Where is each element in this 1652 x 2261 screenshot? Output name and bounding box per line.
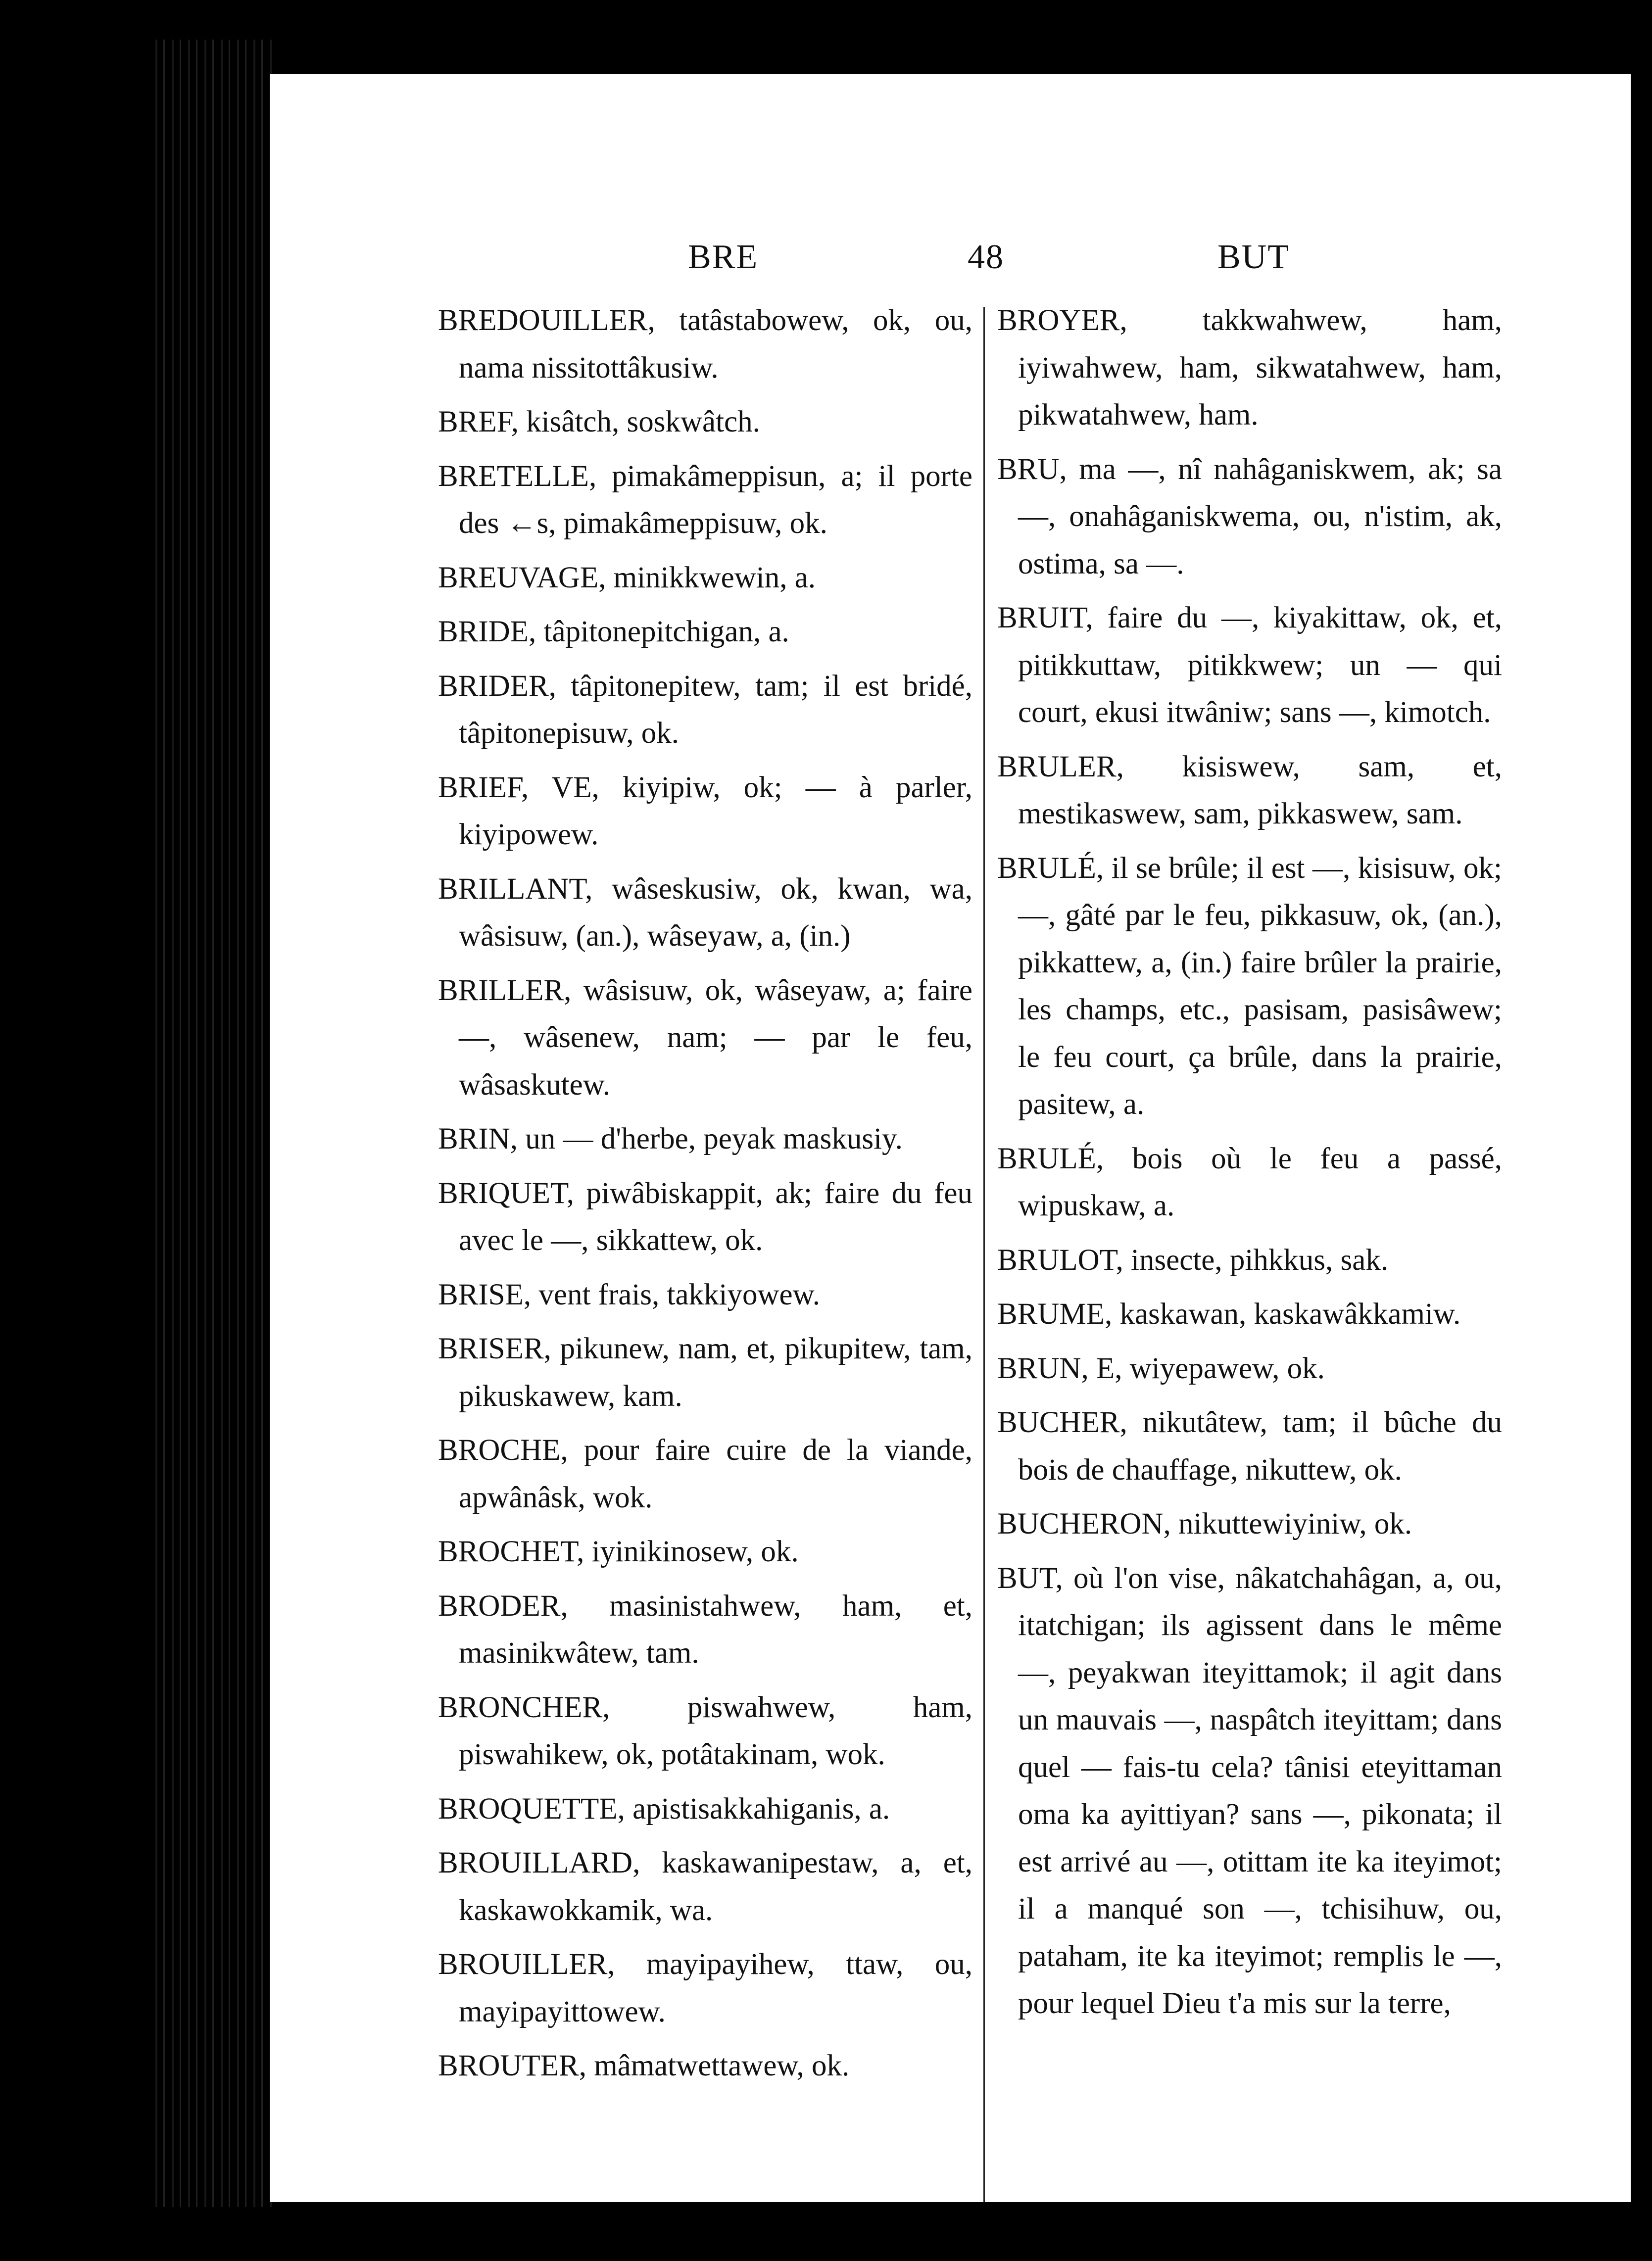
entry-definition: , kisiswew, sam, et, mestikaswew, sam, pikkaswew, sam.	[1018, 750, 1502, 830]
dictionary-entry	[997, 1500, 1502, 1548]
entry-headword: BROCHE	[438, 1434, 561, 1467]
entry-headword: BROUTER	[438, 2049, 579, 2082]
dictionary-entry	[438, 554, 972, 602]
entry-definition: , pour faire cuire de la viande, apwânâsk, wok.	[459, 1434, 972, 1514]
dictionary-entry	[997, 297, 1502, 439]
dictionary-entry	[438, 1115, 972, 1163]
entry-headword: BRULÉ	[997, 851, 1096, 885]
dictionary-entry	[997, 594, 1502, 736]
right-column	[997, 297, 1502, 2034]
entry-headword: BRULÉ	[997, 1142, 1096, 1175]
entry-headword: BROYER	[997, 304, 1120, 337]
left-column	[438, 297, 972, 2097]
dictionary-entry	[438, 1271, 972, 1319]
entry-definition: , masinistahwew, ham, et, masinikwâtew, tam.	[459, 1589, 972, 1670]
entry-headword: BRILLANT	[438, 872, 585, 906]
dictionary-entry	[997, 1555, 1502, 2027]
entry-headword: BREDOUILLER	[438, 304, 648, 337]
entry-definition: , wâseskusiw, ok, kwan, wa, wâsisuw, (an.), wâseyaw, a, (in.)	[459, 872, 972, 953]
dictionary-entry	[438, 1684, 972, 1779]
header-right-guide: BUT	[1217, 238, 1290, 276]
entry-definition: , vent frais, takkiyowew.	[523, 1278, 820, 1311]
entry-headword: BUCHERON	[997, 1507, 1164, 1540]
entry-definition: , pikunew, nam, et, pikupitew, tam, pikuskawew, kam.	[459, 1332, 972, 1413]
entry-headword: BRIDE	[438, 615, 529, 648]
dictionary-entry	[997, 1291, 1502, 1338]
entry-definition: , faire du —, kiyakittaw, ok, et, pitikkuttaw, pitikkwew; un — qui court, ekusi itwâniw; sans —, kimotch.	[1018, 601, 1502, 729]
entry-headword: BRIQUET	[438, 1176, 567, 1210]
entry-definition: , kaskawanipestaw, a, et, kaskawokkamik, wa.	[459, 1846, 972, 1927]
entry-headword: BRONCHER	[438, 1690, 603, 1724]
entry-definition: , mâmatwettawew, ok.	[579, 2049, 850, 2082]
page-edge	[148, 40, 272, 2207]
entry-headword: BROCHET	[438, 1535, 577, 1568]
entry-definition: , tâpitonepitchigan, a.	[529, 615, 789, 648]
entry-definition: , où l'on vise, nâkatchahâgan, a, ou, itatchigan; ils agissent dans le même —, peyakwan iteyittamok; il agit dans un mauvais —, naspâtch iteyittam; dans quel — fais-tu cela? tânisi eteyittaman oma ka ayittiyan? sans —, pikonata; il est arrivé au —, otittam ite ka iteyimot; il a manqué son —, tchisihuw, ou, pataham, ite ka iteyimot; remplis le —, pour lequel Dieu t'a mis sur la terre,	[1018, 1561, 1502, 2020]
dictionary-entry	[438, 1170, 972, 1264]
dictionary-entry	[997, 845, 1502, 1128]
entry-headword: BRIEF, VE	[438, 770, 592, 804]
dictionary-page	[270, 74, 1631, 2202]
page-number: 48	[968, 238, 1004, 276]
dictionary-entry	[438, 608, 972, 656]
entry-definition: , tâpitonepitew, tam; il est bridé, tâpitonepisuw, ok.	[459, 669, 972, 750]
dictionary-entry	[438, 2042, 972, 2090]
entry-headword: BRULOT	[997, 1243, 1116, 1277]
entry-headword: BROUILLARD	[438, 1846, 633, 1879]
entry-headword: BREF	[438, 405, 511, 438]
entry-headword: BRUME	[997, 1298, 1105, 1331]
entry-definition: , minikkwewin, a.	[598, 561, 816, 594]
entry-definition: , kaskawan, kaskawâkkamiw.	[1104, 1298, 1461, 1331]
entry-headword: BROQUETTE	[438, 1792, 618, 1826]
entry-definition: , bois où le feu a passé, wipuskaw, a.	[1018, 1142, 1502, 1222]
dictionary-entry	[438, 1325, 972, 1420]
entry-definition: , un — d'herbe, peyak maskusiy.	[510, 1122, 903, 1155]
entry-definition: , kisâtch, soskwâtch.	[511, 405, 760, 438]
entry-headword: BRODER	[438, 1589, 561, 1623]
entry-definition: , apistisakkahiganis, a.	[617, 1792, 890, 1826]
entry-definition: , nikuttewiyiniw, ok.	[1163, 1507, 1412, 1540]
entry-headword: BUT	[997, 1561, 1056, 1595]
dictionary-entry	[997, 743, 1502, 838]
entry-headword: BRULER	[997, 750, 1117, 783]
dictionary-entry	[438, 1583, 972, 1677]
entry-headword: BRIDER	[438, 669, 549, 703]
entry-definition: , insecte, pihkkus, sak.	[1116, 1243, 1389, 1277]
dictionary-entry	[997, 1399, 1502, 1493]
header-left-guide: BRE	[688, 238, 759, 276]
dictionary-entry	[997, 1345, 1502, 1393]
entry-headword: BRIN	[438, 1122, 510, 1155]
dictionary-entry	[438, 1941, 972, 2035]
entry-definition: , tatâstabowew, ok, ou, nama nissitottâkusiw.	[459, 304, 972, 385]
dictionary-entry	[438, 1528, 972, 1576]
entry-definition: , wâsisuw, ok, wâseyaw, a; faire —, wâsenew, nam; — par le feu, wâsaskutew.	[459, 973, 972, 1102]
column-divider	[983, 307, 985, 2202]
entry-definition: , pimakâmeppisun, a; il porte des ←s, pimakâmeppisuw, ok.	[459, 459, 972, 540]
dictionary-entry	[438, 297, 972, 391]
entry-definition: , wiyepawew, ok.	[1115, 1351, 1325, 1385]
entry-definition: , ma —, nî nahâganiskwem, ak; sa —, onahâganiskwema, ou, n'istim, ak, ostima, sa —.	[1018, 452, 1502, 580]
dictionary-entry	[438, 866, 972, 960]
entry-definition: , takkwahwew, ham, iyiwahwew, ham, sikwatahwew, ham, pikwatahwew, ham.	[1018, 304, 1502, 432]
dictionary-entry	[997, 1135, 1502, 1230]
dictionary-entry	[438, 764, 972, 859]
entry-definition: , iyinikinosew, ok.	[577, 1535, 799, 1568]
entry-definition: , piwâbiskappit, ak; faire du feu avec le —, sikkattew, ok.	[459, 1176, 972, 1257]
entry-definition: , mayipayihew, ttaw, ou, mayipayittowew.	[459, 1948, 972, 2028]
entry-headword: BRILLER	[438, 973, 564, 1007]
dictionary-entry	[438, 663, 972, 757]
entry-definition: , kiyipiw, ok; — à parler, kiyipowew.	[459, 770, 972, 851]
dictionary-entry	[438, 453, 972, 547]
entry-headword: BRU	[997, 452, 1060, 486]
dictionary-entry	[438, 398, 972, 446]
dictionary-entry	[997, 446, 1502, 588]
dictionary-entry	[438, 1785, 972, 1833]
dictionary-entry	[997, 1237, 1502, 1284]
entry-headword: BRUN, E	[997, 1351, 1115, 1385]
dictionary-entry	[438, 967, 972, 1109]
entry-headword: BRETELLE	[438, 459, 589, 493]
entry-headword: BRISER	[438, 1332, 544, 1365]
dictionary-entry	[438, 1427, 972, 1521]
entry-headword: BREUVAGE	[438, 561, 599, 594]
entry-definition: , piswahwew, ham, piswahikew, ok, potâtakinam, wok.	[459, 1690, 972, 1771]
entry-headword: BRUIT	[997, 601, 1086, 634]
entry-headword: BROUILLER	[438, 1948, 608, 1981]
entry-definition: , il se brûle; il est —, kisisuw, ok; —, gâté par le feu, pikkasuw, ok, (an.), pikkattew, a, (in.) faire brûler la prairie, les champs, etc., pasisam, pasisâwew; le feu court, ça brûle, dans la prairie, pasitew, a.	[1018, 851, 1502, 1121]
entry-headword: BRISE	[438, 1278, 524, 1311]
entry-headword: BUCHER	[997, 1406, 1120, 1439]
entry-definition: , nikutâtew, tam; il bûche du bois de chauffage, nikuttew, ok.	[1018, 1406, 1502, 1487]
dictionary-entry	[438, 1839, 972, 1934]
